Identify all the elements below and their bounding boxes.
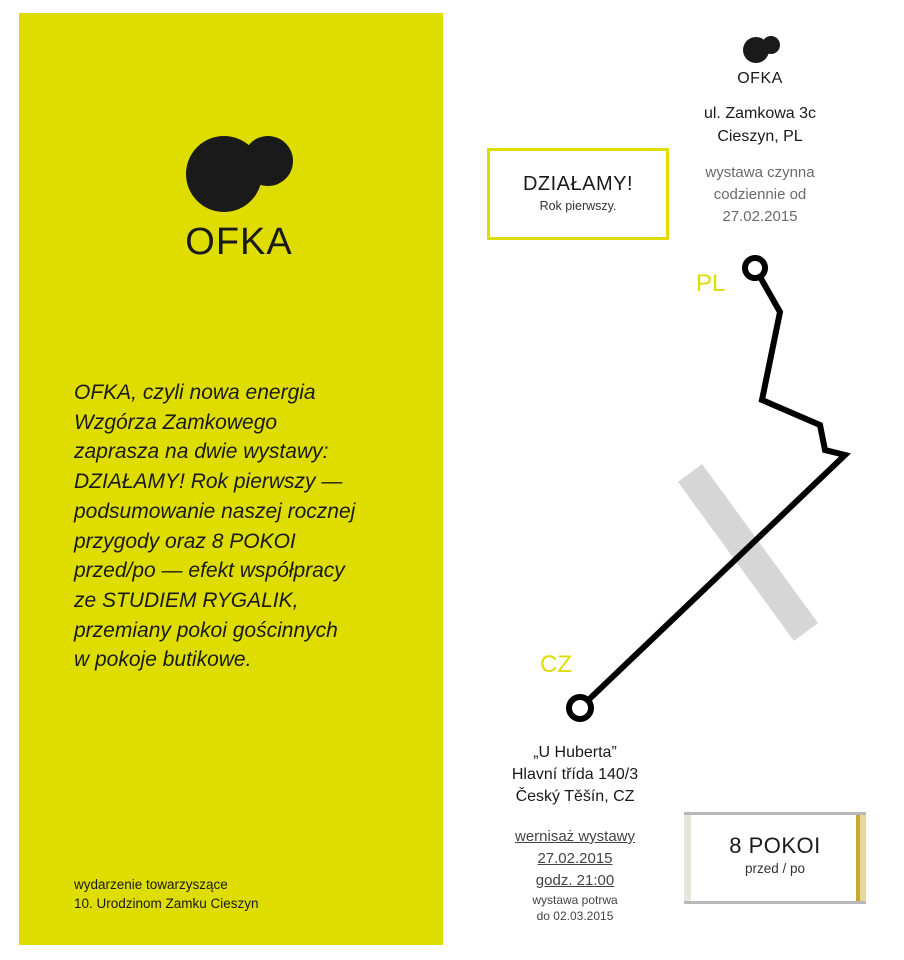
- venue-cz-info-line5: do 02.03.2015: [536, 909, 614, 923]
- venue-pl-address: [680, 102, 840, 148]
- venue-cz-info-line2: 27.02.2015: [537, 850, 613, 867]
- border-crossing-mark: [690, 473, 806, 632]
- venue-cz-address: [490, 742, 660, 808]
- venue-cz-name: „U Huberta”: [533, 744, 617, 761]
- footer-note-line1: wydarzenie towarzyszące: [74, 877, 228, 892]
- venue-cz-info-line1: wernisaż wystawy: [514, 828, 636, 845]
- venue-pl-name: OFKA: [737, 70, 783, 87]
- exhibit-dzialamy-title: DZIAŁAMY!: [522, 173, 634, 195]
- venue-pl-address-line1: ul. Zamkowa 3c: [703, 105, 817, 122]
- logo-text: OFKA: [185, 221, 293, 263]
- ofka-logo-small-icon: [742, 36, 780, 64]
- route-label-pl: PL: [696, 270, 726, 297]
- exhibit-pokoi-box: [684, 812, 866, 904]
- intro-line: ze STUDIEM RYGALIK,: [74, 588, 299, 612]
- venue-cz-address-line1: Hlavní třída 140/3: [511, 766, 639, 783]
- venue-cz-address-line2: Český Těšín, CZ: [515, 788, 635, 805]
- intro-line: DZIAŁAMY! Rok pierwszy —: [74, 470, 343, 494]
- intro-line: podsumowanie naszej rocznej: [74, 499, 356, 523]
- cz-marker: [569, 697, 591, 719]
- venue-pl-address-line2: Cieszyn, PL: [717, 128, 803, 145]
- intro-line: przed/po — efekt współpracy: [74, 559, 345, 583]
- venue-cz-info-line3: godz. 21:00: [535, 872, 615, 889]
- exhibit-pokoi-title: 8 POKOI: [729, 833, 821, 858]
- exhibit-pokoi-subtitle: przed / po: [744, 861, 806, 876]
- intro-line: przemiany pokoi gościnnych: [74, 618, 338, 642]
- venue-cz-info-line4: wystawa potrwa: [532, 893, 618, 907]
- intro-line: OFKA, czyli nowa energia: [74, 381, 316, 404]
- exhibit-dzialamy-box: [487, 148, 669, 240]
- venue-cz-info: [490, 826, 660, 924]
- venue-pl-info: [680, 162, 840, 228]
- venue-pl-info-line1: wystawa czynna: [705, 164, 815, 181]
- route-label-cz: CZ: [540, 651, 572, 678]
- venue-pl-info-line3: 27.02.2015: [722, 208, 798, 225]
- footer-note-line2: 10. Urodzinom Zamku Cieszyn: [74, 896, 259, 911]
- intro-line: Wzgórza Zamkowego: [74, 410, 278, 434]
- intro-line: zaprasza na dwie wystawy:: [74, 440, 329, 464]
- pl-marker: [745, 258, 765, 278]
- intro-line: przygody oraz 8 POKOI: [74, 529, 296, 553]
- venue-pl-info-line2: codziennie od: [713, 186, 807, 203]
- exhibit-dzialamy-subtitle: Rok pierwszy.: [539, 199, 617, 213]
- intro-line: w pokoje butikowe.: [74, 648, 252, 672]
